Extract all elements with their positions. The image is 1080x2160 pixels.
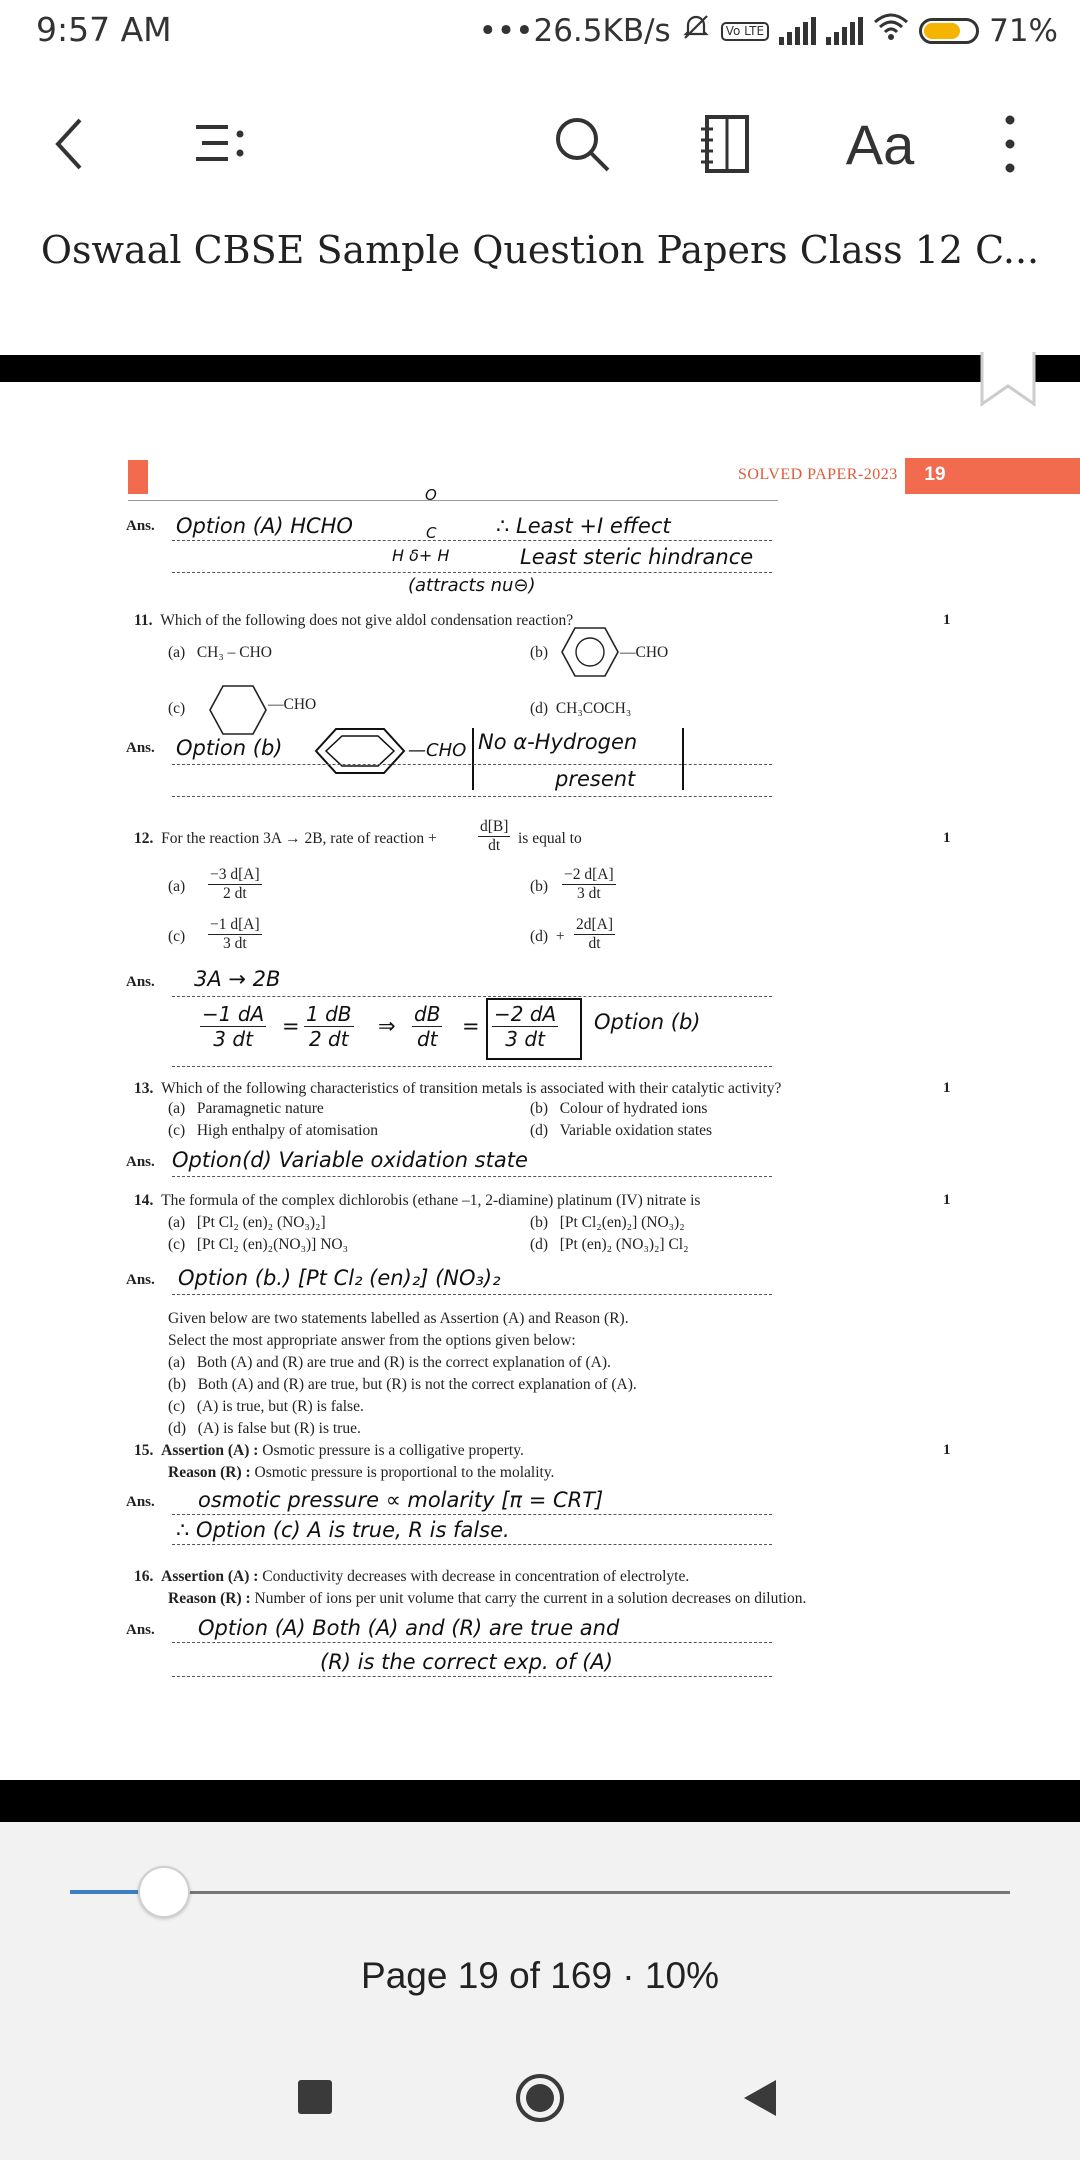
ans12-f3-num: dB [414,1002,441,1026]
search-icon [552,114,612,174]
header-rule [128,500,778,501]
ans10-structure-o: O [425,486,437,504]
ans-label: Ans. [126,740,155,756]
ans-label: Ans. [126,518,155,534]
answer-rule [172,996,772,997]
q12-opt-c [208,916,262,953]
q12-opt-d-den: dt [588,935,601,952]
q12-opt-d-label: (d) [530,928,549,945]
answer-rule [172,1642,772,1643]
answer-rule [172,1066,772,1067]
q12-opt-b [562,866,616,903]
ans12-frac1 [200,1002,266,1051]
q11-number: 11. [134,612,153,629]
reader-toolbar [0,64,1080,214]
ans12-frac2 [304,1002,354,1051]
q13-number: 13. [134,1080,154,1097]
q15-reason-label: Reason (R) : [168,1464,251,1481]
q11-marks: 1 [943,612,951,628]
answer-rule [172,764,772,765]
table-of-contents-icon [190,119,250,169]
answer-rule [172,796,772,797]
q15-marks: 1 [943,1442,951,1458]
ans11-note1: No α-Hydrogen [478,730,638,754]
bookmark-button[interactable] [976,352,1040,416]
q11-opt-c: CHO [283,696,317,713]
ar-d: (A) is false but (R) is true. [197,1420,361,1437]
ans-label: Ans. [126,1272,155,1288]
battery-icon [919,18,979,44]
ans10-option: Option (A) HCHO [176,514,353,538]
answer-rule [172,540,772,541]
ans-label: Ans. [126,974,155,990]
q16-number: 16. [134,1568,154,1585]
ans11-note2: present [555,767,636,791]
q12-text-post: is equal to [518,830,582,847]
ar-a-label: (a) [168,1354,186,1371]
answer-rule [172,1676,772,1677]
ans12-eq1: = [282,1014,300,1038]
page-indicator: Page 19 of 169 · 10% [361,1955,719,1996]
q14-opt-c-label: (c) [168,1236,186,1253]
q12-opt-a [208,866,262,903]
ans12-f1-den: 3 dt [213,1027,253,1051]
ans10-reason1: ∴ Least +I effect [496,514,671,538]
q13-opt-b: Colour of hydrated ions [559,1100,708,1117]
ans10-structure-h: H δ+ H [392,546,450,565]
ar-c: (A) is true, but (R) is false. [196,1398,364,1415]
q13-marks: 1 [943,1080,951,1096]
mute-icon [681,12,711,50]
page-top-border [0,355,1080,383]
q12-opt-a-num: −3 d[A] [210,866,260,883]
book-title: Oswaal CBSE Sample Question Papers Class 12 C... [40,228,1040,272]
q11-opt-b-label: (b) [530,644,549,661]
ans-label: Ans. [126,1622,155,1638]
q13-opt-d-label: (d) [530,1122,549,1139]
page-header-tab [128,460,148,494]
q12-opt-b-den: 3 dt [576,885,601,902]
q12-frac-den: dt [488,837,501,854]
q12-opt-d-prefix: + [555,928,565,945]
system-nav-bar [0,2040,1080,2160]
ans11-cho: CHO [426,740,467,761]
ans12-f1-num: −1 dA [202,1002,265,1026]
back-icon [50,114,90,174]
q14-opt-b: [Pt Cl₂(en)₂] (NO₃)₂ [559,1214,685,1231]
ar-d-label: (d) [168,1420,187,1437]
q12-number: 12. [134,830,154,847]
ans12-f3-den: dt [416,1027,438,1051]
back-button[interactable] [30,104,110,184]
status-time: 9:57 AM [36,10,172,49]
ans11-bracket [472,728,684,790]
recents-icon[interactable] [298,2080,332,2114]
q14-opt-a: [Pt Cl₂ (en)₂ (NO₃)₂] [196,1214,326,1231]
q12-opt-a-label: (a) [168,878,186,895]
q14-marks: 1 [943,1192,951,1208]
q12-opt-d-num: 2d[A] [576,916,614,933]
more-button[interactable] [970,104,1050,184]
ans12-option: Option (b) [594,1010,701,1034]
ans12-implies: ⇒ [378,1014,396,1038]
home-icon[interactable] [514,2072,566,2128]
q12-text: For the reaction 3A → 2B, rate of reaction + [161,830,437,847]
ar-c-label: (c) [168,1398,186,1415]
answer-rule [172,1294,772,1295]
q14-opt-a-label: (a) [168,1214,186,1231]
answer-rule [172,1544,772,1545]
q13-opt-a-label: (a) [168,1100,186,1117]
ans12-f4-num: −2 dA [494,1002,557,1026]
q14-text: The formula of the complex dichlorobis (ethane –1, 2-diamine) platinum (IV) nitrate is [161,1192,701,1209]
q11-opt-a-label: (a) [168,644,186,661]
cyclohexane-ring-icon [208,682,268,743]
q13-opt-d: Variable oxidation states [559,1122,713,1139]
notes-button[interactable] [685,104,765,184]
q11-opt-c-label: (c) [168,700,186,717]
ans12-f2-num: 1 dB [306,1002,352,1026]
ans12-f4-den: 3 dt [505,1027,545,1051]
bookmark-icon [976,352,1040,412]
q11-opt-d: CH₃COCH₃ [555,700,632,717]
q14-opt-d-label: (d) [530,1236,549,1253]
ans11-option: Option (b) [176,736,283,760]
answer-rule [172,1514,772,1515]
table-of-contents-button[interactable] [180,104,260,184]
more-vertical-icon [1000,112,1020,176]
net-speed: •••26.5KB/s [478,13,671,49]
ar-b: Both (A) and (R) are true, but (R) is not the correct explanation of (A). [197,1376,637,1393]
q12-fraction [478,818,510,855]
status-icons [479,12,1058,50]
q15-assertion-label: Assertion (A) : [161,1442,259,1459]
ans13-text: Option(d) Variable oxidation state [172,1148,528,1172]
ans14-text: Option (b.) [Pt Cl₂ (en)₂] (NO₃)₂ [178,1266,501,1290]
q12-opt-b-num: −2 d[A] [564,866,614,883]
q14-opt-d: [Pt (en)₂ (NO₃)₂] Cl₂ [559,1236,689,1253]
q13-opt-c: High enthalpy of atomisation [196,1122,379,1139]
ans16-line1: Option (A) Both (A) and (R) are true and [198,1616,620,1640]
q11-opt-d-label: (d) [530,700,549,717]
signal-icon [779,17,816,45]
q15-reason: Osmotic pressure is proportional to the molality. [250,1464,555,1481]
volte-icon: Vo LTE [721,22,769,41]
page-header-label: SOLVED PAPER-2023 [738,466,898,483]
book-page[interactable]: SOLVED PAPER-2023 19 Ans. Option (A) HCHO O C H δ+ H ∴ Least +I effect Least steric hindrance (attracts nu⊖) 11. Which of the following does not give aldol condensation reaction? 1 (a) CH₃ – CHO (b) —CHO (c) —CHO (d) CH₃COCH₃ Ans. Option (b) —CHO No α-Hydrogen present 12. For the reaction 3A → 2B, rate of reaction + $\frac{d[B]}{dt}$ is equal to 1 (a) $\frac{-3 d[A]}{2 dt}$ (b) $\frac{-2 d[A]}{3 dt}$ (c) $\frac{-1 d[A]}{3 dt}$ (d) + $\frac{2d[A]}{dt}$ Ans. 3A → 2B $\frac{-1 dA}{3 dt}$ = $\frac{1 dB}{2 dt}$ ⇒ $\frac{dB}{dt}$ = $\frac{-2 dA}{3 dt}$ Option (b) 13. Which of the following characteristics of transition metals is associated with their catalytic activity? 1 (a) Paramagnetic nature (b) Colour of hydrated ions (c) High enthalpy of atomisation (d) Variable oxidation states Ans. Option(d) Variable oxidation state 14. The formula of the complex dichlorobis (ethane –1, 2-diamine) platinum (IV) nitrate is 1 (a) [Pt Cl₂ (en)₂ (NO₃)₂] (b) [Pt Cl₂(en)₂] (NO₃)₂ (c) [Pt Cl₂ (en)₂(NO₃)] NO₃ (d) [Pt (en)₂ (NO₃)₂] Cl₂ Ans. Option (b.) [Pt Cl₂ (en)₂] (NO₃)₂ Given below are two statements labelled as Assertion (A) and Reason (R). Select the most appropriate answer from the options given below: (a) Both (A) and (R) are true and (R) is the correct explanation of (A). (b) Both (A) and (R) are true, but (R) is not the correct explanation of (A). (c) (A) is true, but (R) is false. (d) (A) is false but (R) is true. 15. Assertion (A) : Osmotic pressure is a colligative property. 1 Reason (R) : Osmotic pressure is proportional to the molality. Ans. osmotic pressure ∝ molarity [π = CRT] ∴ Option (c) A is true, R is false. 16. Assertion (A) : Conductivity decreases with decrease in concentration of electrolyte. Reason (R) : Number of ions per unit volume that carry the current in a solution decreases on dilution. Ans. Option (A) Both (A) and (R) are true and (R) is the correct exp. of (A) [0,382,1080,1780]
ar-a: Both (A) and (R) are true and (R) is the correct explanation of (A). [196,1354,611,1371]
q14-opt-c: [Pt Cl₂ (en)₂(NO₃)] NO₃ [196,1236,349,1253]
battery-percent: 71% [989,13,1058,49]
q15-assertion: Osmotic pressure is a colligative property. [258,1442,524,1459]
ans10-note: (attracts nu⊖) [408,575,536,596]
page-bottom-border [0,1780,1080,1824]
ans12-f2-den: 2 dt [308,1027,349,1051]
q11-opt-a: CH₃ – CHO [196,644,272,661]
q13-opt-a: Paramagnetic nature [196,1100,324,1117]
ans12-frac3 [412,1002,442,1051]
ans15-line2: ∴ Option (c) A is true, R is false. [176,1518,510,1542]
ans10-structure-c: C [426,524,437,542]
q13-opt-c-label: (c) [168,1122,186,1139]
q12-opt-b-label: (b) [530,878,549,895]
q11-opt-b: CHO [635,644,669,661]
back-triangle-icon[interactable] [742,2078,778,2122]
q12-opt-a-den: 2 dt [222,885,247,902]
q12-marks: 1 [943,830,951,846]
notes-icon [697,113,753,175]
q13-opt-b-label: (b) [530,1100,549,1117]
font-settings-button[interactable]: Aa [845,112,915,176]
ans-label: Ans. [126,1494,155,1510]
search-button[interactable] [542,104,622,184]
benzene-ring-icon [560,624,620,685]
q16-reason: Number of ions per unit volume that carry the current in a solution decreases on dilution. [250,1590,807,1607]
q15-number: 15. [134,1442,154,1459]
page-number-badge [905,458,1080,494]
ans16-line2: (R) is the correct exp. of (A) [320,1650,613,1674]
q13-text: Which of the following characteristics of transition metals is associated with their catalytic activity? [161,1080,782,1097]
wifi-icon [873,12,909,50]
q12-frac-num: d[B] [480,818,509,835]
q11-text: Which of the following does not give aldol condensation reaction? [160,612,574,629]
ar-intro-line1: Given below are two statements labelled as Assertion (A) and Reason (R). [168,1310,629,1327]
answer-rule [172,1176,772,1177]
q12-opt-c-den: 3 dt [222,935,247,952]
ans12-eq2: = [462,1014,480,1038]
q16-reason-label: Reason (R) : [168,1590,251,1607]
progress-slider-handle[interactable] [138,1866,190,1918]
ans12-frac4 [492,1002,558,1051]
page-number: 19 [924,464,946,485]
ans-label: Ans. [126,1154,155,1170]
q12-opt-c-num: −1 d[A] [210,916,260,933]
q14-opt-b-label: (b) [530,1214,549,1231]
q12-opt-c-label: (c) [168,928,186,945]
ans15-line1: osmotic pressure ∝ molarity [π = CRT] [198,1488,604,1512]
status-bar [0,0,1080,64]
ar-intro-line2: Select the most appropriate answer from the options given below: [168,1332,576,1349]
q12-opt-d [574,916,615,953]
signal-icon [826,17,863,45]
ar-b-label: (b) [168,1376,187,1393]
answer-rule [172,572,772,573]
q16-assertion: Conductivity decreases with decrease in concentration of electrolyte. [258,1568,690,1585]
q14-number: 14. [134,1192,154,1209]
q16-assertion-label: Assertion (A) : [161,1568,259,1585]
ans12-line1: 3A → 2B [194,967,281,991]
progress-slider-track[interactable] [70,1891,1010,1894]
benzene-ring-icon [312,726,408,781]
ans10-reason2: Least steric hindrance [520,545,754,569]
